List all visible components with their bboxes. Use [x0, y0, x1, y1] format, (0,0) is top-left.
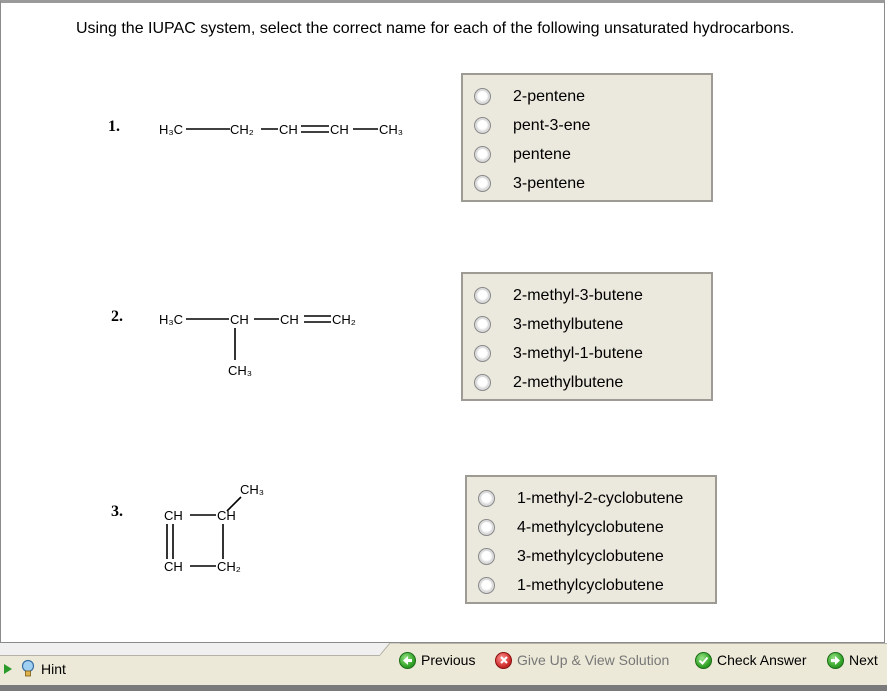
option-row[interactable] — [467, 571, 715, 600]
check-answer-button[interactable] — [695, 650, 806, 670]
next-label: Next — [849, 652, 878, 668]
check-answer-label: Check Answer — [717, 652, 807, 668]
option-label: 3-methyl-1-butene — [513, 344, 643, 362]
play-arrow-icon[interactable] — [4, 664, 12, 674]
bottom-strip — [0, 685, 887, 691]
previous-label: Previous — [421, 652, 476, 668]
atom-ch2: CH₂ — [217, 559, 241, 574]
arrow-left-circle-icon — [399, 652, 416, 669]
radio-button[interactable] — [474, 117, 491, 134]
structure-2 — [150, 305, 380, 385]
option-row[interactable] — [463, 82, 711, 111]
hint-link[interactable]: Hint — [41, 661, 66, 677]
radio-button[interactable] — [478, 577, 495, 594]
radio-button[interactable] — [474, 175, 491, 192]
option-row[interactable] — [463, 169, 711, 198]
structure-1 — [150, 115, 420, 145]
radio-button[interactable] — [474, 316, 491, 333]
option-row[interactable] — [463, 281, 711, 310]
check-circle-icon — [695, 652, 712, 669]
atom-ch: CH — [217, 508, 236, 523]
item-number: 3. — [111, 503, 123, 520]
atom-h3c: H₃C — [159, 122, 184, 137]
atom-ch: CH — [280, 312, 299, 327]
option-row[interactable] — [463, 140, 711, 169]
radio-button[interactable] — [474, 146, 491, 163]
toolbar-edge — [380, 643, 400, 685]
option-label: 3-methylcyclobutene — [517, 547, 664, 565]
atom-ch3: CH₃ — [228, 363, 253, 378]
option-row[interactable] — [467, 513, 715, 542]
lightbulb-icon[interactable] — [21, 659, 35, 679]
options-group-1 — [461, 73, 713, 202]
item-number: 1. — [108, 118, 120, 135]
options-group-3 — [465, 475, 717, 604]
give-up-label: Give Up & View Solution — [517, 652, 670, 668]
atom-ch: CH — [230, 312, 249, 327]
option-label: 3-pentene — [513, 174, 586, 192]
option-label: 2-pentene — [513, 87, 586, 105]
radio-button[interactable] — [474, 88, 491, 105]
option-label: 1-methyl-2-cyclobutene — [517, 489, 684, 507]
atom-ch: CH — [330, 122, 349, 137]
question-text: Using the IUPAC system, select the correct name for each of the following unsaturated hydrocarbons. — [76, 20, 795, 37]
atom-ch: CH — [279, 122, 298, 137]
option-label: pentene — [513, 145, 571, 163]
atom-ch3: CH₃ — [379, 122, 404, 137]
item-number: 2. — [111, 308, 123, 325]
radio-button[interactable] — [478, 490, 495, 507]
option-label: 3-methylbutene — [513, 315, 624, 333]
give-up-button[interactable] — [495, 650, 669, 670]
radio-button[interactable] — [474, 345, 491, 362]
option-label: 2-methylbutene — [513, 373, 624, 391]
radio-button[interactable] — [474, 374, 491, 391]
option-row[interactable] — [463, 368, 711, 397]
arrow-right-circle-icon — [827, 652, 844, 669]
option-label: 4-methylcyclobutene — [517, 518, 664, 536]
option-label: 1-methylcyclobutene — [517, 576, 664, 594]
atom-h3c: H₃C — [159, 312, 184, 327]
atom-ch: CH — [164, 559, 183, 574]
option-label: pent-3-ene — [513, 116, 591, 134]
option-row[interactable] — [463, 111, 711, 140]
option-row[interactable] — [463, 310, 711, 339]
atom-ch2: CH₂ — [332, 312, 356, 327]
x-circle-icon — [495, 652, 512, 669]
option-row[interactable] — [467, 542, 715, 571]
option-row[interactable] — [467, 484, 715, 513]
radio-button[interactable] — [478, 548, 495, 565]
option-label: 2-methyl-3-butene — [513, 286, 643, 304]
previous-button[interactable] — [399, 650, 475, 670]
options-group-2 — [461, 272, 713, 401]
radio-button[interactable] — [474, 287, 491, 304]
atom-ch: CH — [164, 508, 183, 523]
structure-3 — [150, 475, 290, 585]
option-row[interactable] — [463, 339, 711, 368]
atom-ch3: CH₃ — [240, 482, 265, 497]
atom-ch2: CH₂ — [230, 122, 254, 137]
radio-button[interactable] — [478, 519, 495, 536]
next-button[interactable] — [827, 650, 878, 670]
